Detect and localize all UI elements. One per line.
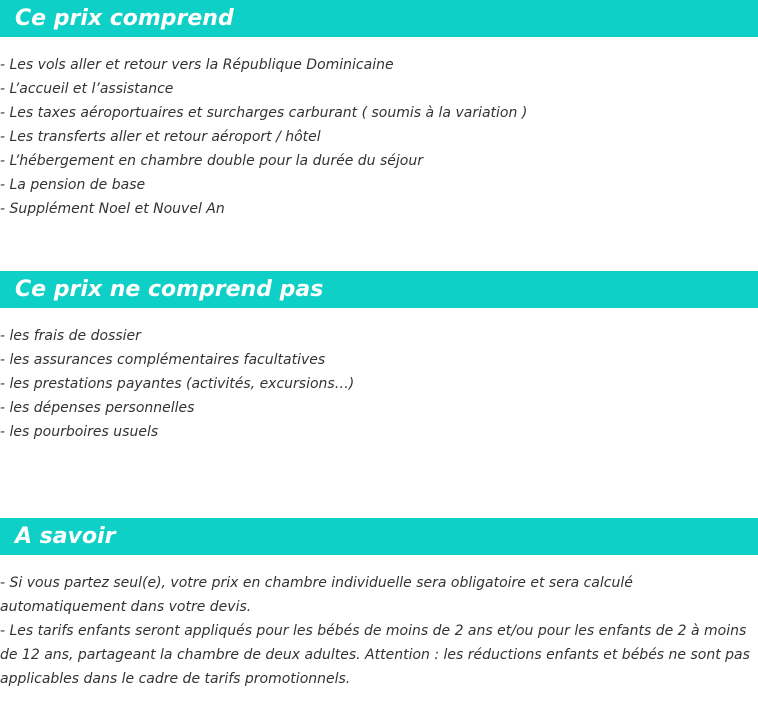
included-section — [0, 0, 758, 221]
excluded-item: - les assurances complémentaires facultatives — [0, 352, 326, 368]
included-title: Ce prix comprend — [0, 0, 758, 37]
info-paragraph: - Si vous partez seul(e), votre prix en chambre individuelle sera obligatoire et sera calculé automatiquement dans votre devis. — [0, 575, 633, 615]
included-item: - Supplément Noel et Nouvel An — [0, 201, 225, 217]
info-title: A savoir — [0, 518, 758, 555]
excluded-list — [0, 324, 758, 444]
info-paragraph: - Les tarifs enfants seront appliqués pour les bébés de moins de 2 ans et/ou pour les enfants de 2 à moins de 12 ans, partageant la chambre de deux adultes. Attention : les réductions enfants et bébés ne sont pas applicables dans le cadre de tarifs promotionnels. — [0, 623, 750, 687]
info-section — [0, 518, 758, 691]
included-list — [0, 53, 758, 221]
info-paragraphs — [0, 571, 758, 691]
excluded-item: - les pourboires usuels — [0, 424, 159, 440]
excluded-item: - les frais de dossier — [0, 328, 141, 344]
included-item: - Les vols aller et retour vers la République Dominicaine — [0, 57, 394, 73]
excluded-item: - les dépenses personnelles — [0, 400, 195, 416]
excluded-item: - les prestations payantes (activités, excursions…) — [0, 376, 355, 392]
excluded-section — [0, 271, 758, 444]
included-item: - La pension de base — [0, 177, 146, 193]
included-item: - L’accueil et l’assistance — [0, 81, 174, 97]
included-item: - Les taxes aéroportuaires et surcharges carburant ( soumis à la variation ) — [0, 105, 528, 121]
included-item: - L’hébergement en chambre double pour la durée du séjour — [0, 153, 423, 169]
excluded-title: Ce prix ne comprend pas — [0, 271, 758, 308]
included-item: - Les transferts aller et retour aéroport / hôtel — [0, 129, 321, 145]
